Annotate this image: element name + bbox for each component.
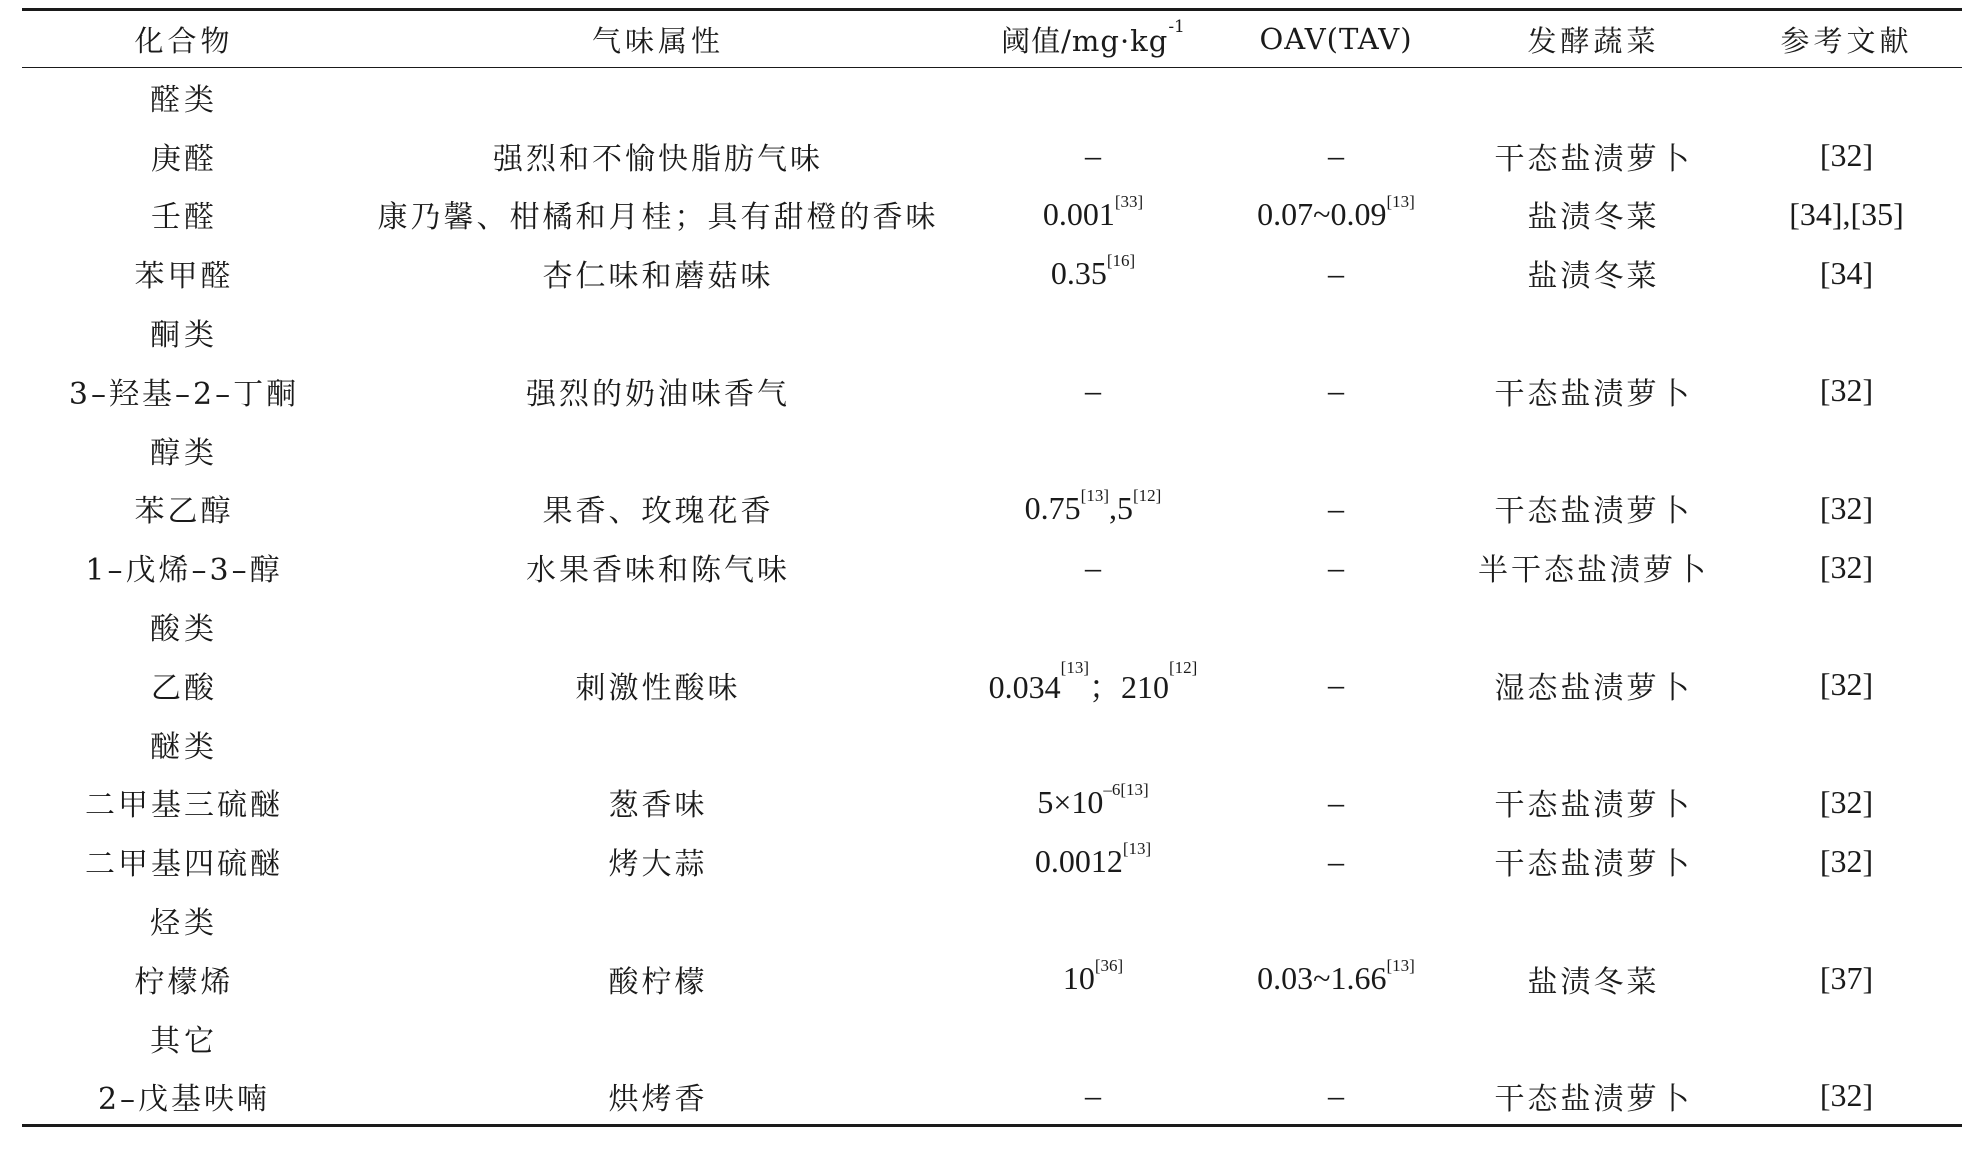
threshold-main: – bbox=[1085, 137, 1101, 174]
empty-cell bbox=[346, 68, 970, 127]
empty-cell bbox=[1731, 1008, 1962, 1067]
header-threshold bbox=[970, 10, 1216, 68]
reference-citation: [32] bbox=[1819, 1077, 1874, 1114]
threshold-value bbox=[970, 1067, 1216, 1126]
empty-cell bbox=[346, 891, 970, 950]
oav-value bbox=[1216, 361, 1456, 420]
oav-main: – bbox=[1328, 254, 1344, 291]
odor-attribute: 杏仁味和蘑菇味 bbox=[542, 259, 774, 295]
threshold-citation: [33] bbox=[1114, 191, 1144, 211]
threshold-value bbox=[970, 832, 1216, 891]
category-row bbox=[22, 420, 1962, 479]
threshold-main: 0.75 bbox=[1024, 489, 1081, 526]
category-row bbox=[22, 1008, 1962, 1067]
empty-cell bbox=[970, 714, 1216, 773]
threshold-main: 0.0012 bbox=[1034, 842, 1123, 879]
fermented-vegetable: 湿态盐渍萝卜 bbox=[1494, 670, 1693, 706]
header-vegetable: 发酵蔬菜 bbox=[1527, 23, 1660, 58]
compound-name: 苯乙醇 bbox=[134, 494, 234, 530]
fermented-vegetable: 干态盐渍萝卜 bbox=[1494, 376, 1693, 412]
threshold-value bbox=[970, 185, 1216, 244]
odor-attribute: 酸柠檬 bbox=[608, 964, 708, 1000]
threshold-citation: [36] bbox=[1094, 956, 1124, 976]
category-label: 烃类 bbox=[150, 906, 218, 942]
empty-cell bbox=[970, 420, 1216, 479]
reference-citation: [34],[35] bbox=[1789, 195, 1904, 232]
reference-citation: [32] bbox=[1819, 489, 1874, 526]
compound-name: 1–戊烯–3–醇 bbox=[85, 553, 283, 589]
threshold-value bbox=[970, 479, 1216, 538]
threshold-main: 5×10 bbox=[1037, 783, 1104, 820]
empty-cell bbox=[1456, 420, 1731, 479]
oav-value bbox=[1216, 538, 1456, 597]
threshold-main: – bbox=[1085, 372, 1101, 409]
empty-cell bbox=[970, 1008, 1216, 1067]
empty-cell bbox=[1216, 1008, 1456, 1067]
threshold-value bbox=[970, 126, 1216, 185]
odor-attribute: 强烈的奶油味香气 bbox=[526, 376, 790, 412]
threshold-main: 10 bbox=[1062, 960, 1095, 997]
empty-cell bbox=[1216, 597, 1456, 656]
reference-citation: [32] bbox=[1819, 842, 1874, 879]
category-label: 酮类 bbox=[150, 318, 218, 354]
odor-attribute: 康乃馨、柑橘和月桂；具有甜橙的香味 bbox=[377, 200, 939, 236]
oav-value bbox=[1216, 655, 1456, 714]
header-reference: 参考文献 bbox=[1780, 23, 1913, 58]
header-threshold-text: 阈值/mg·kg bbox=[1001, 23, 1169, 58]
empty-cell bbox=[346, 714, 970, 773]
odor-attribute: 果香、玫瑰花香 bbox=[542, 494, 774, 530]
threshold-main: 0.034 bbox=[988, 668, 1061, 705]
reference-citation: [32] bbox=[1819, 548, 1874, 585]
odor-attribute: 烘烤香 bbox=[608, 1081, 708, 1117]
empty-cell bbox=[1456, 714, 1731, 773]
table-header bbox=[22, 10, 1962, 68]
oav-main: 0.03~1.66 bbox=[1257, 960, 1387, 997]
table-row bbox=[22, 538, 1962, 597]
oav-main: 0.07~0.09 bbox=[1257, 195, 1387, 232]
table-row bbox=[22, 244, 1962, 303]
fermented-vegetable: 干态盐渍萝卜 bbox=[1494, 788, 1693, 824]
empty-cell bbox=[1216, 714, 1456, 773]
reference-citation: [32] bbox=[1819, 137, 1874, 174]
threshold-main: – bbox=[1085, 548, 1101, 585]
category-row bbox=[22, 303, 1962, 362]
category-row bbox=[22, 891, 1962, 950]
oav-main: – bbox=[1328, 666, 1344, 703]
compound-name: 二甲基三硫醚 bbox=[85, 788, 283, 824]
threshold-value bbox=[970, 773, 1216, 832]
category-row bbox=[22, 714, 1962, 773]
category-label: 醇类 bbox=[150, 435, 218, 471]
header-oav: OAV(TAV) bbox=[1259, 22, 1413, 56]
reference-citation: [32] bbox=[1819, 783, 1874, 820]
fermented-vegetable: 半干态盐渍萝卜 bbox=[1478, 553, 1709, 589]
table-row bbox=[22, 126, 1962, 185]
empty-cell bbox=[970, 68, 1216, 127]
odor-attribute: 强烈和不愉快脂肪气味 bbox=[493, 141, 823, 177]
table-row bbox=[22, 185, 1962, 244]
category-label: 酸类 bbox=[150, 612, 218, 648]
empty-cell bbox=[346, 420, 970, 479]
threshold-main: 0.35 bbox=[1050, 254, 1107, 291]
oav-main: – bbox=[1328, 1077, 1344, 1114]
compound-name: 庚醛 bbox=[151, 141, 217, 177]
oav-value bbox=[1216, 244, 1456, 303]
threshold-value bbox=[970, 949, 1216, 1008]
empty-cell bbox=[1731, 303, 1962, 362]
reference-citation: [34] bbox=[1819, 254, 1874, 291]
compound-name: 壬醛 bbox=[151, 200, 217, 236]
category-label: 其它 bbox=[150, 1023, 218, 1059]
odor-attribute: 葱香味 bbox=[608, 788, 708, 824]
empty-cell bbox=[346, 597, 970, 656]
oav-value bbox=[1216, 185, 1456, 244]
empty-cell bbox=[1731, 891, 1962, 950]
oav-citation: [13] bbox=[1386, 956, 1415, 976]
table-row bbox=[22, 949, 1962, 1008]
table-row bbox=[22, 832, 1962, 891]
oav-citation: [13] bbox=[1386, 191, 1415, 211]
table-row bbox=[22, 479, 1962, 538]
threshold-citation: [16] bbox=[1106, 250, 1136, 270]
oav-main: – bbox=[1328, 372, 1344, 409]
odor-attribute: 刺激性酸味 bbox=[575, 670, 741, 706]
table-container bbox=[22, 8, 1962, 1127]
oav-value bbox=[1216, 126, 1456, 185]
empty-cell bbox=[1731, 420, 1962, 479]
oav-value bbox=[1216, 1067, 1456, 1126]
reference-citation: [32] bbox=[1819, 372, 1874, 409]
oav-value bbox=[1216, 773, 1456, 832]
threshold-secondary-citation: [12] bbox=[1169, 657, 1198, 677]
threshold-secondary: ,5 bbox=[1109, 489, 1133, 526]
compound-name: 苯甲醛 bbox=[134, 259, 234, 295]
empty-cell bbox=[346, 1008, 970, 1067]
odor-attribute: 烤大蒜 bbox=[608, 847, 708, 883]
threshold-citation: [13] bbox=[1080, 485, 1109, 505]
fermented-vegetable: 干态盐渍萝卜 bbox=[1494, 141, 1693, 177]
category-row bbox=[22, 597, 1962, 656]
fermented-vegetable: 盐渍冬菜 bbox=[1527, 259, 1660, 295]
threshold-main: – bbox=[1085, 1077, 1101, 1114]
fermented-vegetable: 干态盐渍萝卜 bbox=[1494, 494, 1693, 530]
empty-cell bbox=[1731, 68, 1962, 127]
table-row bbox=[22, 655, 1962, 714]
threshold-secondary-citation: [12] bbox=[1133, 485, 1162, 505]
empty-cell bbox=[1456, 303, 1731, 362]
empty-cell bbox=[970, 597, 1216, 656]
fermented-vegetable: 干态盐渍萝卜 bbox=[1494, 847, 1693, 883]
fermented-vegetable: 盐渍冬菜 bbox=[1527, 200, 1660, 236]
compound-name: 柠檬烯 bbox=[134, 964, 234, 1000]
empty-cell bbox=[1216, 420, 1456, 479]
oav-value bbox=[1216, 832, 1456, 891]
oav-value bbox=[1216, 479, 1456, 538]
threshold-value bbox=[970, 361, 1216, 420]
header-compound: 化合物 bbox=[134, 23, 234, 58]
reference-citation: [37] bbox=[1819, 960, 1874, 997]
threshold-main: 0.001 bbox=[1042, 195, 1115, 232]
empty-cell bbox=[1216, 303, 1456, 362]
header-row bbox=[22, 10, 1962, 68]
table-row bbox=[22, 361, 1962, 420]
category-label: 醛类 bbox=[150, 83, 218, 119]
threshold-citation: [13] bbox=[1122, 838, 1152, 858]
reference-citation: [32] bbox=[1819, 666, 1874, 703]
compound-name: 乙酸 bbox=[151, 670, 217, 706]
table-body bbox=[22, 68, 1962, 1126]
threshold-secondary: ；210 bbox=[1088, 668, 1169, 705]
table-row bbox=[22, 773, 1962, 832]
empty-cell bbox=[970, 303, 1216, 362]
threshold-citation: –6[13] bbox=[1103, 779, 1149, 799]
oav-main: – bbox=[1328, 489, 1344, 526]
threshold-citation: [13] bbox=[1060, 657, 1089, 677]
empty-cell bbox=[1216, 891, 1456, 950]
empty-cell bbox=[1456, 597, 1731, 656]
header-threshold-exponent: -1 bbox=[1168, 16, 1185, 37]
empty-cell bbox=[1456, 1008, 1731, 1067]
threshold-value bbox=[970, 244, 1216, 303]
oav-main: – bbox=[1328, 137, 1344, 174]
header-odor: 气味属性 bbox=[591, 23, 724, 58]
empty-cell bbox=[1731, 597, 1962, 656]
empty-cell bbox=[346, 303, 970, 362]
fermented-vegetable: 干态盐渍萝卜 bbox=[1494, 1081, 1693, 1117]
compound-name: 3–羟基–2–丁酮 bbox=[68, 376, 300, 412]
oav-main: – bbox=[1328, 842, 1344, 879]
empty-cell bbox=[1216, 68, 1456, 127]
empty-cell bbox=[970, 891, 1216, 950]
table-row bbox=[22, 1067, 1962, 1126]
oav-main: – bbox=[1328, 548, 1344, 585]
compound-name: 2–戊基呋喃 bbox=[97, 1081, 271, 1117]
oav-main: – bbox=[1328, 783, 1344, 820]
empty-cell bbox=[1731, 714, 1962, 773]
threshold-value bbox=[970, 655, 1216, 714]
oav-value bbox=[1216, 949, 1456, 1008]
empty-cell bbox=[1456, 68, 1731, 127]
category-label: 醚类 bbox=[150, 729, 218, 765]
odor-compounds-table bbox=[22, 8, 1962, 1127]
empty-cell bbox=[1456, 891, 1731, 950]
fermented-vegetable: 盐渍冬菜 bbox=[1527, 964, 1660, 1000]
threshold-value bbox=[970, 538, 1216, 597]
odor-attribute: 水果香味和陈气味 bbox=[526, 553, 790, 589]
category-row bbox=[22, 68, 1962, 127]
compound-name: 二甲基四硫醚 bbox=[85, 847, 283, 883]
